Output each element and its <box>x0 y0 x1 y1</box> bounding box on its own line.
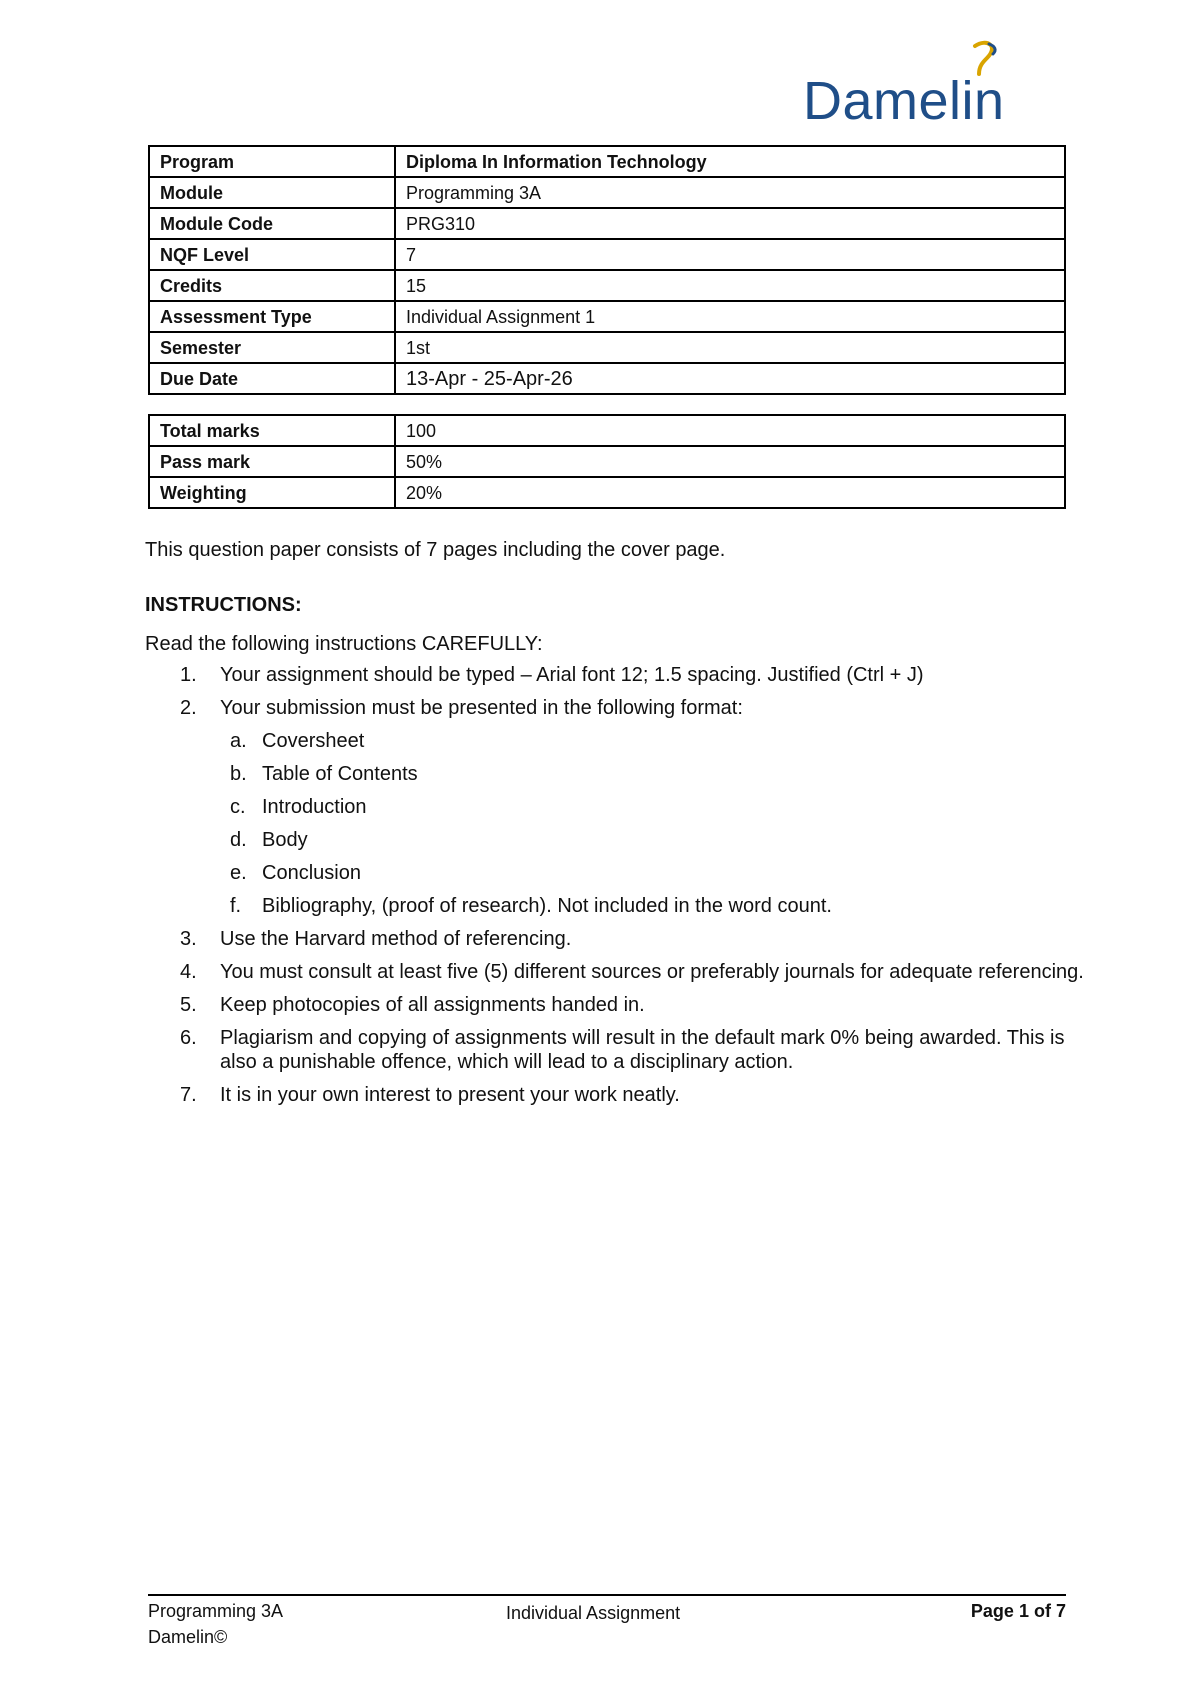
row-value: 20% <box>395 477 1065 508</box>
list-item <box>145 1083 1085 1107</box>
item-number: 7. <box>180 1084 197 1106</box>
sub-list-item <box>145 828 1085 852</box>
item-text: Coversheet <box>262 730 365 752</box>
instructions-list <box>145 663 1085 1116</box>
item-text: Use the Harvard method of referencing. <box>220 928 572 950</box>
list-item <box>145 696 1085 720</box>
table-row <box>149 332 1065 363</box>
row-label: Pass mark <box>149 446 395 477</box>
footer-brand: Damelin© <box>148 1627 228 1647</box>
table-row <box>149 239 1065 270</box>
item-letter: e. <box>230 862 247 884</box>
logo-text: Damelin <box>803 71 1005 131</box>
item-letter: d. <box>230 829 247 851</box>
item-letter: b. <box>230 763 247 785</box>
instructions-heading: INSTRUCTIONS: <box>145 594 302 616</box>
marks-table <box>148 414 1066 509</box>
row-label: Due Date <box>149 363 395 394</box>
row-label: Program <box>149 146 395 177</box>
instructions-lead: Read the following instructions CAREFULLY: <box>145 633 543 655</box>
row-value: 13-Apr - 25-Apr-26 <box>395 363 1065 394</box>
row-value: 50% <box>395 446 1065 477</box>
item-number: 5. <box>180 994 197 1016</box>
intro-paragraph: This question paper consists of 7 pages including the cover page. <box>145 539 726 561</box>
list-item <box>145 993 1085 1017</box>
item-text: It is in your own interest to present your work neatly. <box>220 1084 680 1106</box>
footer-module: Programming 3A <box>148 1601 284 1621</box>
item-text: Body <box>262 829 308 851</box>
page-current: 1 <box>1018 1601 1029 1621</box>
item-number: 2. <box>180 697 197 719</box>
item-text: Your assignment should be typed – Arial font 12; 1.5 spacing. Justified (Ctrl + J) <box>220 664 924 686</box>
table-row <box>149 301 1065 332</box>
table-row <box>149 446 1065 477</box>
row-label: Credits <box>149 270 395 301</box>
item-number: 3. <box>180 928 197 950</box>
table-row <box>149 477 1065 508</box>
sub-list-item <box>145 795 1085 819</box>
table-row <box>149 270 1065 301</box>
sub-list-item <box>145 762 1085 786</box>
row-label: Weighting <box>149 477 395 508</box>
list-item <box>145 663 1085 687</box>
row-label: Semester <box>149 332 395 363</box>
table-row <box>149 363 1065 394</box>
table-row <box>149 415 1065 446</box>
row-value: 100 <box>395 415 1065 446</box>
item-text: You must consult at least five (5) different sources or preferably journals for adequate referencing. <box>220 961 1084 983</box>
footer-page-number <box>971 1601 1066 1622</box>
sub-list-item <box>145 894 1085 918</box>
item-text: Plagiarism and copying of assignments will result in the default mark 0% being awarded. This is also a punishable offence, which will lead to a disciplinary action. <box>220 1027 1065 1073</box>
row-label: Assessment Type <box>149 301 395 332</box>
item-letter: a. <box>230 730 247 752</box>
footer-divider <box>148 1594 1066 1596</box>
row-label: Module <box>149 177 395 208</box>
table-row <box>149 177 1065 208</box>
item-number: 1. <box>180 664 197 686</box>
item-text: Your submission must be presented in the following format: <box>220 697 743 719</box>
page-of: of <box>1033 1601 1051 1621</box>
row-label: Module Code <box>149 208 395 239</box>
footer-center: Individual Assignment <box>506 1603 681 1623</box>
page-word: Page <box>970 1601 1014 1621</box>
item-text: Introduction <box>262 796 367 818</box>
row-value: 1st <box>395 332 1065 363</box>
item-text: Conclusion <box>262 862 361 884</box>
row-value: 7 <box>395 239 1065 270</box>
table-row <box>149 208 1065 239</box>
list-item <box>145 960 1085 984</box>
row-value: Individual Assignment 1 <box>395 301 1065 332</box>
sub-list-item <box>145 861 1085 885</box>
table-row <box>149 146 1065 177</box>
page-total: 7 <box>1055 1601 1066 1621</box>
row-label: Total marks <box>149 415 395 446</box>
item-letter: f. <box>230 895 242 917</box>
item-text: Table of Contents <box>262 763 418 785</box>
item-letter: c. <box>230 796 246 818</box>
sub-list-item <box>145 729 1085 753</box>
module-info-table <box>148 145 1066 395</box>
item-number: 4. <box>180 961 197 983</box>
list-item <box>145 1026 1085 1074</box>
row-value: Programming 3A <box>395 177 1065 208</box>
row-value: 15 <box>395 270 1065 301</box>
item-text: Keep photocopies of all assignments handed in. <box>220 994 645 1016</box>
item-number: 6. <box>180 1027 197 1049</box>
row-value: PRG310 <box>395 208 1065 239</box>
row-label: NQF Level <box>149 239 395 270</box>
item-text: Bibliography, (proof of research). Not included in the word count. <box>262 895 832 917</box>
row-value: Diploma In Information Technology <box>395 146 1065 177</box>
damelin-logo <box>795 40 1045 130</box>
list-item <box>145 927 1085 951</box>
